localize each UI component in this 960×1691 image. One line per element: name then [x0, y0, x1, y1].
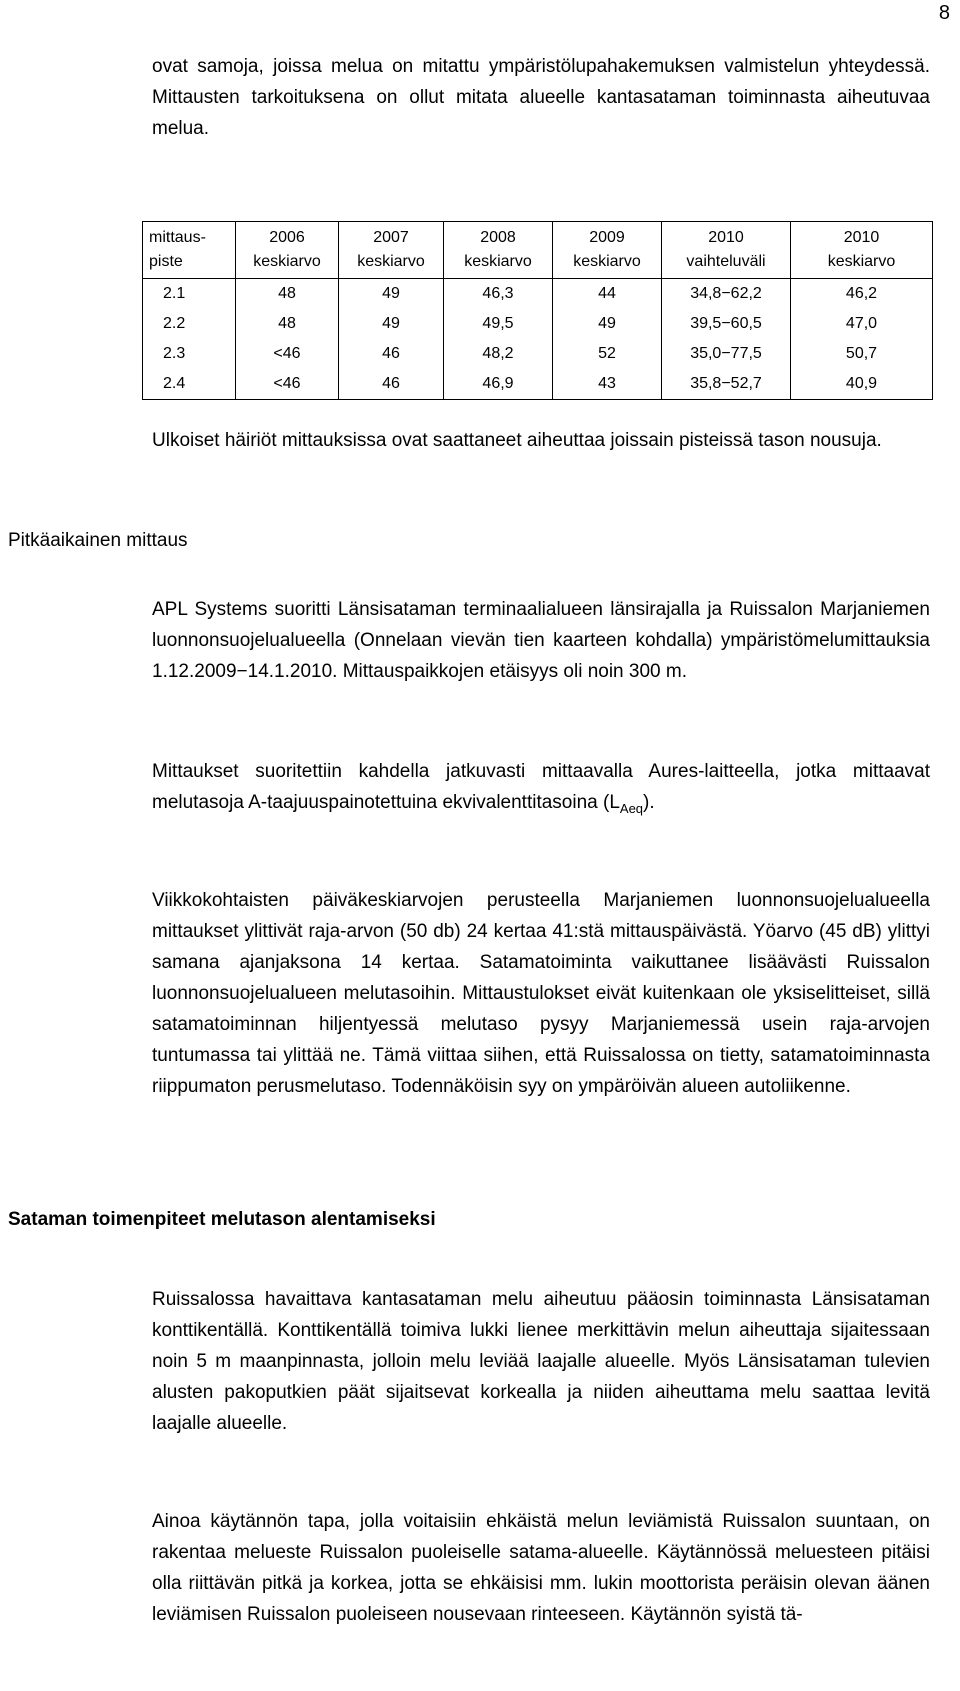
- table-cell: 49: [339, 309, 444, 339]
- table-cell: 49,5: [444, 309, 553, 339]
- table-cell: 2.4: [143, 369, 236, 400]
- table-cell: 48,2: [444, 339, 553, 369]
- table-cell: 39,5−60,5: [662, 309, 791, 339]
- table-cell: 46,9: [444, 369, 553, 400]
- table-cell: 2.3: [143, 339, 236, 369]
- measurement-table: [142, 221, 933, 400]
- table-row: [143, 339, 933, 369]
- table-cell: 2.1: [143, 279, 236, 310]
- section-heading-port-measures: Sataman toimenpiteet melutason alentamiseksi: [8, 1209, 436, 1230]
- table-cell: 49: [339, 279, 444, 310]
- paragraph-aures-measurements: Mittaukset suoritettiin kahdella jatkuvasti mittaavalla Aures-laitteella, jotka mittaavat melutasoja A-taajuuspainotettuina ekvivalenttitasoina $(L_{Aeq})$.: [152, 761, 930, 816]
- table-row: [143, 309, 933, 339]
- paragraph-noise-barrier: Ainoa käytännön tapa, jolla voitaisiin ehkäistä melun leviämistä Ruissalon suuntaan, on rakentaa melueste Ruissalon puoleiselle satama-alueelle. Käytännössä meluesteen pitäisi olla riittävän pitkä ja korkea, jotta se ehkäisisi mm. lukin moottorista peräisin olevan äänen leviämisen Ruissalon puoleiseen nousevaan rinteeseen. Käytännön syistä tä-: [152, 1511, 930, 1625]
- table-cell: 2.2: [143, 309, 236, 339]
- paragraph-apl-systems: APL Systems suoritti Länsisataman terminaalialueen länsirajalla ja Ruissalon Marjaniemen luonnonsuojelualueella (Onnelaan vievän tien kaarteen kohdalla) ympäristömelumittauksia 1.12.2009−14.1.2010. Mittauspaikkojen etäisyys oli noin 300 m.: [152, 599, 930, 682]
- table-header-cell: 2010 vaihteluväli: [662, 222, 791, 279]
- table-cell: 46,3: [444, 279, 553, 310]
- table-cell: 34,8−62,2: [662, 279, 791, 310]
- table-cell: 43: [553, 369, 662, 400]
- table-row: [143, 279, 933, 310]
- table-cell: 52: [553, 339, 662, 369]
- table-cell: 40,9: [791, 369, 933, 400]
- table-header-cell: 2006 keskiarvo: [236, 222, 339, 279]
- table-cell: 46: [339, 339, 444, 369]
- table-header-cell: 2008 keskiarvo: [444, 222, 553, 279]
- table-header-cell: 2010 keskiarvo: [791, 222, 933, 279]
- paragraph-weekly-averages: Viikkokohtaisten päiväkeskiarvojen perusteella Marjaniemen luonnonsuojelualueella mittaukset ylittivät raja-arvon (50 db) 24 kertaa 41:stä mittauspäivästä. Yöarvo (45 dB) ylittyi samana ajanjaksona 14 kertaa. Satamatoiminta vaikuttanee lisäävästi Ruissalon luonnonsuojelualueen melutasoihin. Mittaustulokset eivät kuitenkaan ole yksiselitteiset, sillä satamatoiminnan hiljentyessä melutaso pysyy Marjaniemessä usein raja-arvojen tuntumassa tai ylittää ne. Tämä viittaa siihen, että Ruissalossa on tietty, satamatoiminnasta riippumaton perusmelutaso. Todennäköisin syy on ympäröivän alueen autoliikenne.: [152, 890, 930, 1097]
- intro-paragraph: ovat samoja, joissa melua on mitattu ympäristölupahakemuksen valmistelun yhteydessä. Mittausten tarkoituksena on ollut mitata alueelle kantasataman toiminnasta aiheutuvaa melua.: [152, 56, 930, 139]
- table-note: Ulkoiset häiriöt mittauksissa ovat saattaneet aiheuttaa joissain pisteissä tason nousuja.: [152, 430, 882, 451]
- table-cell: 35,0−77,5: [662, 339, 791, 369]
- table-cell: 50,7: [791, 339, 933, 369]
- table-cell: 46,2: [791, 279, 933, 310]
- page-number: 8: [938, 2, 950, 24]
- table-cell: 48: [236, 279, 339, 310]
- table-cell: <46: [236, 369, 339, 400]
- table-row: [143, 369, 933, 400]
- table-cell: <46: [236, 339, 339, 369]
- paragraph-ruissalo-noise: Ruissalossa havaittava kantasataman melu aiheutuu pääosin toiminnasta Länsisataman konttikentällä. Konttikentällä toimiva lukki lienee merkittävin melun aiheuttaja sijaitessaan noin 5 m maanpinnasta, jolloin melu leviää laajalle alueelle. Myös Länsisataman tulevien alusten pakoputkien päät sijaitsevat korkealla ja niiden aiheuttama melu saattaa levitä laajalle alueelle.: [152, 1289, 930, 1434]
- table-header-cell: 2007 keskiarvo: [339, 222, 444, 279]
- table-header-row: [143, 222, 933, 279]
- table-cell: 46: [339, 369, 444, 400]
- table-cell: 49: [553, 309, 662, 339]
- table-cell: 35,8−52,7: [662, 369, 791, 400]
- table-cell: 44: [553, 279, 662, 310]
- table-cell: 48: [236, 309, 339, 339]
- table-cell: 47,0: [791, 309, 933, 339]
- section-heading-long-term-measurement: Pitkäaikainen mittaus: [8, 530, 188, 551]
- table-header-cell: 2009 keskiarvo: [553, 222, 662, 279]
- table-header-cell: mittaus- piste: [143, 222, 236, 279]
